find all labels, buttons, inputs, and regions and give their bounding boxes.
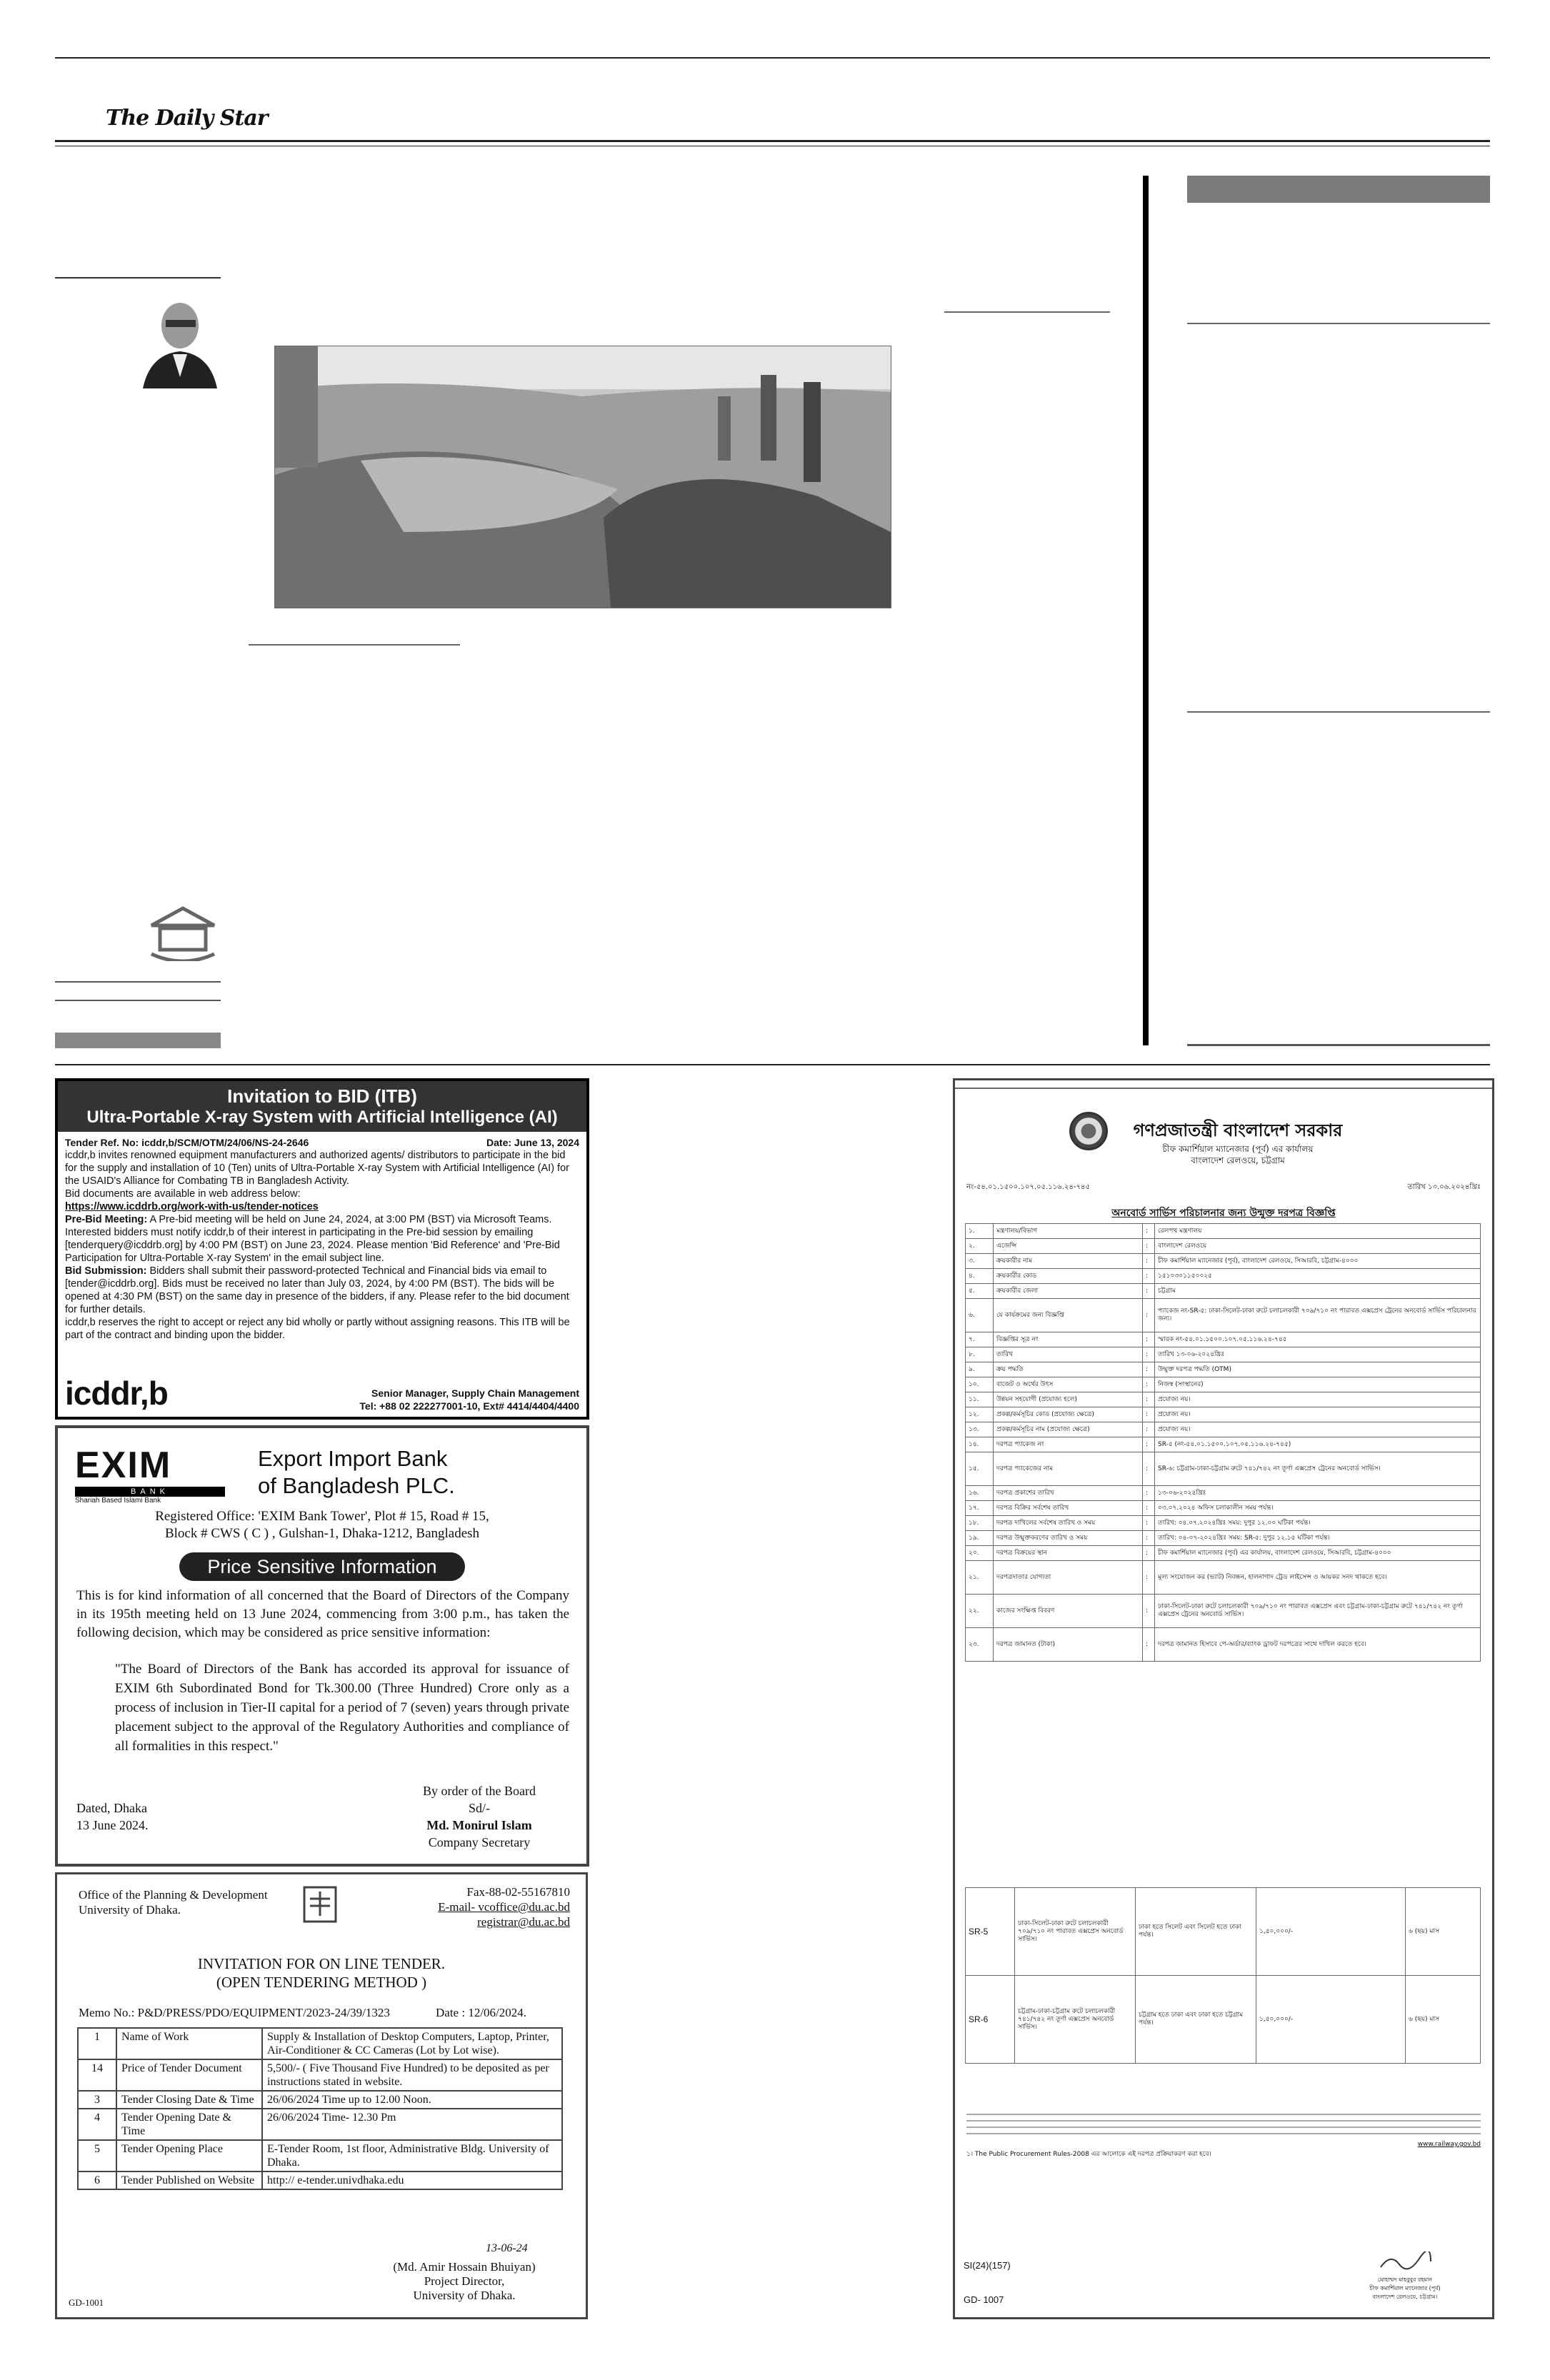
- gov-code: GD- 1007: [964, 2294, 1004, 2305]
- row-number: ৩.: [966, 1254, 994, 1269]
- row-number: 6: [78, 2171, 116, 2189]
- row-label: Price of Tender Document: [116, 2059, 262, 2091]
- table-row: [966, 1561, 1481, 1595]
- package-period: ৬ (ছয়) মাস: [1406, 1976, 1481, 2064]
- row-value: প্রযোজ্য নয়।: [1155, 1392, 1481, 1407]
- du-crest-icon: [300, 1884, 340, 1924]
- row-value: মূল্য সংযোজন কর (ভ্যাট) নিবন্ধন, হালনাগাদ ট্রেড লাইসেন্স ও আয়কর সনদ থাকতে হবে।: [1155, 1561, 1481, 1595]
- table-row: [78, 2028, 562, 2059]
- row-label: Tender Opening Date & Time: [116, 2109, 262, 2140]
- row-number: ১.: [966, 1224, 994, 1239]
- du-office-line2: University of Dhaka.: [79, 1903, 181, 1917]
- exim-title-line2: of Bangladesh PLC.: [258, 1473, 455, 1498]
- row-value: প্যাকেজ নং-SR-৫: ঢাকা-সিলেট-ঢাকা রুটে চলাচলকারী ৭০৯/৭১০ নং পারাবত এক্সপ্রেস ট্রেনের অনবোর্ড সার্ভিস পরিচালনার জন্য।: [1155, 1299, 1481, 1332]
- gov-top-rule: [955, 1088, 1492, 1089]
- right-rule-2: [1187, 711, 1490, 713]
- gov-rule-note: ১। The Public Procurement Rules-2008 এর আলোকে এই দরপত্র প্রক্রিয়াকরণ করা হবে।: [966, 2151, 1211, 2158]
- row-value: তারিখ ১৩-০৬-২০২৪খ্রিঃ: [1155, 1347, 1481, 1362]
- table-row: [966, 1437, 1481, 1452]
- exim-signer-title: Company Secretary: [428, 1835, 531, 1849]
- table-row: [78, 2059, 562, 2091]
- row-label: মন্ত্রণালয়/বিভাগ: [994, 1224, 1143, 1239]
- row-label: কাজের সংক্ষিপ্ত বিবরণ: [994, 1595, 1143, 1628]
- story-rule: [944, 311, 1110, 313]
- table-row: [966, 1284, 1481, 1299]
- table-row: [78, 2171, 562, 2189]
- package-period: ৬ (ছয়) মাস: [1406, 1888, 1481, 1976]
- row-label: দরপত্র প্রকাশের তারিখ: [994, 1486, 1143, 1501]
- row-value: বাংলাদেশ রেলওয়ে: [1155, 1239, 1481, 1254]
- row-separator: :: [1143, 1347, 1155, 1362]
- page-fold-rule: [55, 1064, 1490, 1065]
- top-rule: [55, 57, 1490, 59]
- du-tender-table: [77, 2027, 563, 2190]
- itb-docs-label: Bid documents are available in web address below:: [65, 1188, 301, 1200]
- row-label: বাজেট ও অর্থের উৎস: [994, 1377, 1143, 1392]
- row-value: ১৩-০৬-২০২৪খ্রিঃ: [1155, 1486, 1481, 1501]
- row-separator: :: [1143, 1407, 1155, 1422]
- table-row: [966, 1546, 1481, 1561]
- bd-railway-tender-advertisement: [953, 1078, 1494, 2319]
- itb-contact-title: Senior Manager, Supply Chain Management: [371, 1387, 579, 1399]
- itb-tender-ref: Tender Ref. No: icddr,b/SCM/OTM/24/06/NS-24-2646: [65, 1137, 309, 1148]
- row-label: Name of Work: [116, 2028, 262, 2059]
- itb-submission-text: Bidders shall submit their password-protected Technical and Financial bids via email to [tender@icddrb.org]. Bids must be received no later than July 03, 2024, by 4:00 PM (BST). The bids will be opened at 4:30 PM (BST) on the same day in presence of the bidders, if any. Please refer to the bid document for further details.: [65, 1265, 569, 1315]
- table-row: [966, 1486, 1481, 1501]
- itb-subtitle: Ultra-Portable X-ray System with Artificial Intelligence (AI): [86, 1108, 558, 1127]
- row-value: 5,500/- ( Five Thousand Five Hundred) to be deposited as per instructions stated in website.: [262, 2059, 562, 2091]
- row-label: প্রকল্প/কর্মসূচির কোড (প্রযোজ্য ক্ষেত্রে): [994, 1407, 1143, 1422]
- table-row: [966, 1377, 1481, 1392]
- row-value: নিজস্ব (সংস্থানের): [1155, 1377, 1481, 1392]
- row-number: 14: [78, 2059, 116, 2091]
- table-row: [966, 1254, 1481, 1269]
- itb-date: Date: June 13, 2024: [486, 1137, 579, 1148]
- table-row: [966, 1269, 1481, 1284]
- package-place: চট্টগ্রাম হতে ঢাকা এবং ঢাকা হতে চট্টগ্রাম পর্যন্ত।: [1136, 1976, 1256, 2064]
- du-tender-advertisement: [55, 1872, 588, 2319]
- du-signer-org: University of Dhaka.: [413, 2289, 516, 2302]
- row-value: চীফ কমার্শিয়াল ম্যানেজার (পূর্ব), বাংলাদেশ রেলওয়ে, সিআরবি, চট্টগ্রাম-৪০০০: [1155, 1254, 1481, 1269]
- itb-docs-link[interactable]: https://www.icddrb.org/work-with-us/tender-notices: [65, 1201, 319, 1212]
- exim-logo: [75, 1444, 225, 1505]
- exim-date: 13 June 2024.: [76, 1818, 149, 1832]
- gov-bottom-lines: [966, 2114, 1481, 2134]
- table-row: [966, 1299, 1481, 1332]
- table-row: [966, 1976, 1481, 2064]
- row-value: প্রযোজ্য নয়।: [1155, 1422, 1481, 1437]
- row-label: বিজ্ঞপ্তির সূত্র নং: [994, 1332, 1143, 1347]
- row-value: প্রযোজ্য নয়।: [1155, 1407, 1481, 1422]
- package-number: SR-6: [966, 1976, 1015, 2064]
- itb-header: [58, 1081, 586, 1132]
- gov-date: তারিখ ১৩.০৬.২০২৪খ্রিঃ: [1407, 1183, 1481, 1191]
- table-row: [966, 1392, 1481, 1407]
- row-number: ১১.: [966, 1392, 994, 1407]
- exim-logo-bar: BANK: [75, 1487, 225, 1497]
- grey-band: [55, 1033, 221, 1048]
- row-number: ১৪.: [966, 1437, 994, 1452]
- row-separator: :: [1143, 1516, 1155, 1531]
- row-value: স্মারক নং-৫৪.০১.১৫০০.১০৭.০৫.১১৬.২৪-৭৪৫: [1155, 1332, 1481, 1347]
- table-row: [966, 1347, 1481, 1362]
- row-label: দরপত্র বিক্রয়ের স্থান: [994, 1546, 1143, 1561]
- row-separator: :: [1143, 1239, 1155, 1254]
- row-label: যে কার্যক্রমের জন্য বিজ্ঞপ্তি: [994, 1299, 1143, 1332]
- du-signer: (Md. Amir Hossain Bhuiyan): [393, 2260, 536, 2274]
- table-row: [966, 1224, 1481, 1239]
- row-number: ৬.: [966, 1299, 994, 1332]
- news-photo: [274, 346, 891, 608]
- row-separator: :: [1143, 1486, 1155, 1501]
- row-value: চীফ কমার্শিয়াল ম্যানেজার (পূর্ব) এর কার্যালয়, বাংলাদেশ রেলওয়ে, সিআরবি, চট্টগ্রাম-৪০০০: [1155, 1546, 1481, 1561]
- gov-title: গণপ্রজাতন্ত্রী বাংলাদেশ সরকার: [1133, 1120, 1343, 1140]
- row-number: ৭.: [966, 1332, 994, 1347]
- exim-reg-line1: Registered Office: 'EXIM Bank Tower', Plot # 15, Road # 15,: [155, 1509, 489, 1524]
- row-value: উন্মুক্ত দরপত্র পদ্ধতি (OTM): [1155, 1362, 1481, 1377]
- itb-reserve-text: icddr,b reserves the right to accept or reject any bid wholly or partly without assigning reasons. This ITB will be part of the contract and binding upon the bidder.: [65, 1317, 570, 1341]
- row-number: ১৮.: [966, 1516, 994, 1531]
- itb-prebid-text: A Pre-bid meeting will be held on June 24, 2024, at 3:00 PM (BST) via Microsoft Teams. Interested bidders must notify icddr,b of their interest in participating in the Pre-bid session by emailing [tenderquery@icddrb.org] by 4:00 PM (BST) on June 23, 2024. Please mention 'Bid Reference' and 'Pre-Bid Participation for Ultra-Portable X-ray System' in the email subject line.: [65, 1214, 560, 1264]
- row-separator: :: [1143, 1224, 1155, 1239]
- right-rule-1: [1187, 323, 1490, 324]
- table-row: [966, 1239, 1481, 1254]
- row-number: ৫.: [966, 1284, 994, 1299]
- row-number: ২১.: [966, 1561, 994, 1595]
- itb-intro: icddr,b invites renowned equipment manufacturers and authorized agents/ distributors to participate in the bid for the supply and installation of 10 (Ten) units of Ultra-Portable X-ray System with Artificial Intelligence (AI) for the USAID's Alliance for Combating TB in Bangladesh Activity.: [65, 1150, 569, 1187]
- row-value: ১৫১০৩০১১৫০০২৫: [1155, 1269, 1481, 1284]
- exim-signer: Md. Monirul Islam: [426, 1818, 532, 1832]
- row-label: দরপত্র দাখিলের সর্বশেষ তারিখ ও সময়: [994, 1516, 1143, 1531]
- row-number: ১২.: [966, 1407, 994, 1422]
- column-rule-3: [55, 1000, 221, 1001]
- table-row: [966, 1407, 1481, 1422]
- row-label: ক্রয়কারীর জেলা: [994, 1284, 1143, 1299]
- row-number: ১৬.: [966, 1486, 994, 1501]
- row-separator: :: [1143, 1284, 1155, 1299]
- row-number: ২০.: [966, 1546, 994, 1561]
- row-number: 3: [78, 2091, 116, 2109]
- table-row: [966, 1332, 1481, 1347]
- row-separator: :: [1143, 1546, 1155, 1561]
- row-separator: :: [1143, 1531, 1155, 1546]
- du-fax: Fax-88-02-55167810: [466, 1885, 570, 1899]
- row-label: দরপত্র জামানত (টাকা): [994, 1628, 1143, 1662]
- table-row: [966, 1501, 1481, 1516]
- exim-sd: Sd/-: [468, 1801, 490, 1815]
- row-label: তারিখ: [994, 1347, 1143, 1362]
- row-number: 5: [78, 2140, 116, 2171]
- exim-dated: Dated, Dhaka: [76, 1801, 147, 1815]
- exim-logo-sub: Shariah Based Islami Bank: [75, 1497, 161, 1505]
- row-number: ২২.: [966, 1595, 994, 1628]
- gov-sub-1: চীফ কমার্শিয়াল ম্যানেজার (পূর্ব) এর কার্যালয়: [1162, 1144, 1314, 1154]
- row-number: ১৩.: [966, 1422, 994, 1437]
- table-row: [966, 1516, 1481, 1531]
- row-number: ৮.: [966, 1347, 994, 1362]
- gov-signer-name: মোহাম্মদ মাহবুবুর রহমান: [1377, 2276, 1433, 2283]
- institution-emblem-icon: [146, 904, 220, 961]
- row-separator: :: [1143, 1452, 1155, 1486]
- row-separator: :: [1143, 1269, 1155, 1284]
- table-row: [966, 1888, 1481, 1976]
- right-rule-3: [1187, 1044, 1490, 1046]
- gov-signer-title: চীফ কমার্শিয়াল ম্যানেজার (পূর্ব): [1369, 2285, 1441, 2291]
- row-label: এজেন্সি: [994, 1239, 1143, 1254]
- row-value: 26/06/2024 Time up to 12.00 Noon.: [262, 2091, 562, 2109]
- row-label: দরপত্র প্যাকেজের নাম: [994, 1452, 1143, 1486]
- gov-footer-code: SI(24)(157): [964, 2260, 1011, 2271]
- gov-heading: অনবোর্ড সার্ভিস পরিচালনার জন্য উন্মুক্ত দরপত্র বিজ্ঞপ্তি: [1111, 1207, 1336, 1219]
- table-row: [966, 1362, 1481, 1377]
- row-number: ১৭.: [966, 1501, 994, 1516]
- exim-advertisement: [55, 1425, 589, 1867]
- row-separator: :: [1143, 1377, 1155, 1392]
- row-number: ১০.: [966, 1377, 994, 1392]
- row-label: দরপত্র উন্মুক্তকরণের তারিখ ও সময়: [994, 1531, 1143, 1546]
- gov-signer-org: বাংলাদেশ রেলওয়ে, চট্টগ্রাম।: [1372, 2294, 1438, 2300]
- row-value: রেলপথ মন্ত্রণালয়: [1155, 1224, 1481, 1239]
- row-number: ৪.: [966, 1269, 994, 1284]
- column-rule-2: [55, 981, 221, 983]
- row-label: Tender Opening Place: [116, 2140, 262, 2171]
- row-separator: :: [1143, 1362, 1155, 1377]
- du-signature-date: 13-06-24: [486, 2242, 528, 2254]
- table-row: [966, 1628, 1481, 1662]
- price-sensitive-badge: Price Sensitive Information: [179, 1552, 465, 1581]
- row-separator: :: [1143, 1437, 1155, 1452]
- row-value: ০৩.০৭.২০২৪ অফিস চলাকালীন সময় পর্যন্ত।: [1155, 1501, 1481, 1516]
- itb-submission-label: Bid Submission:: [65, 1265, 147, 1277]
- row-label: ক্রয় পদ্ধতি: [994, 1362, 1143, 1377]
- row-value: তারিখ: ০৪.০৭.২০২৪খ্রিঃ সময়: দুপুর ১২.০০ ঘটিকা পর্যন্ত।: [1155, 1516, 1481, 1531]
- row-label: দরপত্র প্যাকেজ নং: [994, 1437, 1143, 1452]
- du-title-2: (OPEN TENDERING METHOD ): [216, 1974, 427, 1991]
- itb-advertisement: [55, 1078, 589, 1420]
- exim-title-line1: Export Import Bank: [258, 1446, 448, 1471]
- exim-quote: "The Board of Directors of the Bank has accorded its approval for issuance of EXIM 6th Subordinated Bond for Tk.300.00 (Three Hundred) Crore only as a process of inclusion in Tier-II capital for a period of 7 (seven) years through private placement subject to the approval of the Regulatory Authorities and compliance of all formalities in this respect.": [115, 1662, 569, 1754]
- table-row: [966, 1595, 1481, 1628]
- row-separator: :: [1143, 1595, 1155, 1628]
- du-title-1: INVITATION FOR ON LINE TENDER.: [197, 1955, 446, 1972]
- row-number: ১৫.: [966, 1452, 994, 1486]
- row-label: দরপত্র বিক্রির সর্বশেষ তারিখ: [994, 1501, 1143, 1516]
- column-rule: [55, 277, 221, 278]
- table-row: [78, 2109, 562, 2140]
- package-place: ঢাকা হতে সিলেট এবং সিলেট হতে ঢাকা পর্যন্ত।: [1136, 1888, 1256, 1976]
- masthead-logo: The Daily Star: [106, 106, 268, 131]
- row-value: চট্টগ্রাম: [1155, 1284, 1481, 1299]
- gov-package-table: [965, 1887, 1481, 2064]
- exim-reg-line2: Block # CWS ( C ) , Gulshan-1, Dhaka-1212, Bangladesh: [164, 1526, 480, 1541]
- row-number: ২৩.: [966, 1628, 994, 1662]
- row-label: Tender Published on Website: [116, 2171, 262, 2189]
- row-label: দরপত্রদাতার যোগ্যতা: [994, 1561, 1143, 1595]
- du-email-2[interactable]: registrar@du.ac.bd: [477, 1915, 570, 1929]
- gov-website[interactable]: www.railway.gov.bd: [1417, 2141, 1481, 2148]
- row-separator: :: [1143, 1392, 1155, 1407]
- du-email[interactable]: E-mail- vcoffice@du.ac.bd: [438, 1900, 570, 1914]
- row-separator: :: [1143, 1422, 1155, 1437]
- row-number: 1: [78, 2028, 116, 2059]
- row-label: Tender Closing Date & Time: [116, 2091, 262, 2109]
- table-row: [78, 2140, 562, 2171]
- row-number: 4: [78, 2109, 116, 2140]
- table-row: [966, 1452, 1481, 1486]
- package-amount: ১,৫০,০০০/-: [1256, 1888, 1406, 1976]
- du-memo: Memo No.: P&D/PRESS/PDO/EQUIPMENT/2023-24/39/1323: [79, 2006, 390, 2019]
- row-separator: :: [1143, 1501, 1155, 1516]
- table-row: [966, 1531, 1481, 1546]
- row-value: SR-৫ (নং-৫৪.০১.১৫০০.১০৭.০৫.১১৬.২৪-৭৪৫): [1155, 1437, 1481, 1452]
- gov-memo: নং-৫৪.০১.১৫০০.১০৭.০৫.১১৬.২৪-৭৪৫: [966, 1183, 1090, 1191]
- row-value: Supply & Installation of Desktop Computers, Laptop, Printer, Air-Conditioner & CC Cameras (Lot by Lot wise).: [262, 2028, 562, 2059]
- columnist-portrait: [136, 288, 221, 388]
- row-separator: :: [1143, 1561, 1155, 1595]
- row-number: ১৯.: [966, 1531, 994, 1546]
- right-column-header-bar: [1187, 176, 1490, 203]
- row-number: ২.: [966, 1239, 994, 1254]
- row-number: ৯.: [966, 1362, 994, 1377]
- row-value: দরপত্র জামানত হিসাবে পে-অর্ডার/ব্যাংক ড্রাফট দরপত্রের সাথে দাখিল করতে হবে।: [1155, 1628, 1481, 1662]
- itb-prebid-label: Pre-Bid Meeting:: [65, 1214, 148, 1225]
- row-label: উন্নয়ন সহযোগী (প্রযোজ্য হলে): [994, 1392, 1143, 1407]
- row-value: http:// e-tender.univdhaka.edu: [262, 2171, 562, 2189]
- du-date: Date : 12/06/2024.: [436, 2006, 527, 2019]
- exim-by-order: By order of the Board: [423, 1784, 536, 1798]
- caption-rule: [249, 644, 460, 646]
- du-signer-title: Project Director,: [424, 2274, 505, 2288]
- row-separator: :: [1143, 1254, 1155, 1269]
- itb-title: Invitation to BID (ITB): [227, 1085, 417, 1107]
- row-separator: :: [1143, 1299, 1155, 1332]
- row-label: প্রকল্প/কর্মসূচির নাম (প্রযোজ্য ক্ষেত্রে): [994, 1422, 1143, 1437]
- table-row: [966, 1422, 1481, 1437]
- header-rule: [55, 140, 1490, 142]
- gov-info-table: [965, 1223, 1481, 1662]
- row-value: E-Tender Room, 1st floor, Administrative Bldg. University of Dhaka.: [262, 2140, 562, 2171]
- row-label: ক্রয়কারীর নাম: [994, 1254, 1143, 1269]
- package-number: SR-5: [966, 1888, 1015, 1976]
- package-description: ঢাকা-সিলেট-ঢাকা রুটে চলাচলকারী ৭০৯/৭১০ নং পারাবত এক্সপ্রেস অনবোর্ড সার্ভিস।: [1015, 1888, 1136, 1976]
- row-value: 26/06/2024 Time- 12.30 Pm: [262, 2109, 562, 2140]
- column-divider: [1143, 176, 1149, 1045]
- row-separator: :: [1143, 1628, 1155, 1662]
- table-row: [78, 2091, 562, 2109]
- gov-signature: [1376, 2251, 1434, 2273]
- exim-logo-text: EXIM: [75, 1445, 172, 1486]
- gov-sub-2: বাংলাদেশ রেলওয়ে, চট্টগ্রাম: [1191, 1155, 1285, 1165]
- du-office-line1: Office of the Planning & Development: [79, 1888, 268, 1902]
- row-value: তারিখ: ০৪-০৭-২০২৪খ্রিঃ সময়: SR-৫: দুপুর ১২.১৫ ঘটিকা পর্যন্ত।: [1155, 1531, 1481, 1546]
- row-value: SR-৬: চট্টগ্রাম-ঢাকা-চট্টগ্রাম রুটে ৭৪১/৭৪২ নং তূর্ণা এক্সপ্রেস ট্রেনের অনবোর্ড সার্ভিস।: [1155, 1452, 1481, 1486]
- row-label: ক্রয়কারীর কোড: [994, 1269, 1143, 1284]
- package-description: চট্টগ্রাম-ঢাকা-চট্টগ্রাম রুটে চলাচলকারী ৭৪১/৭৪২ নং তূর্ণা এক্সপ্রেস অনবোর্ড সার্ভিস।: [1015, 1976, 1136, 2064]
- exim-body: This is for kind information of all concerned that the Board of Directors of the Company in its 195th meeting held on 13 June 2024, commencing from 3:00 p.m., has taken the following decision, which may be considered as price sensitive information:: [76, 1588, 569, 1640]
- icddrb-logo: icddr,b: [65, 1375, 168, 1412]
- itb-contact-tel: Tel: +88 02 222277001-10, Ext# 4414/4404/4400: [359, 1400, 579, 1412]
- row-separator: :: [1143, 1332, 1155, 1347]
- package-amount: ১,৫০,০০০/-: [1256, 1976, 1406, 2064]
- du-code: GD-1001: [69, 2297, 104, 2308]
- row-value: ঢাকা-সিলেট-ঢাকা রুটে চলাচলকারী ৭০৯/৭১০ নং পারাবত এক্সপ্রেস এবং চট্টগ্রাম-ঢাকা-চট্টগ্রাম রুটে ৭৪১/৭৪২ নং তূর্ণা এক্সপ্রেস ট্রেনের অনবোর্ড সার্ভিস।: [1155, 1595, 1481, 1628]
